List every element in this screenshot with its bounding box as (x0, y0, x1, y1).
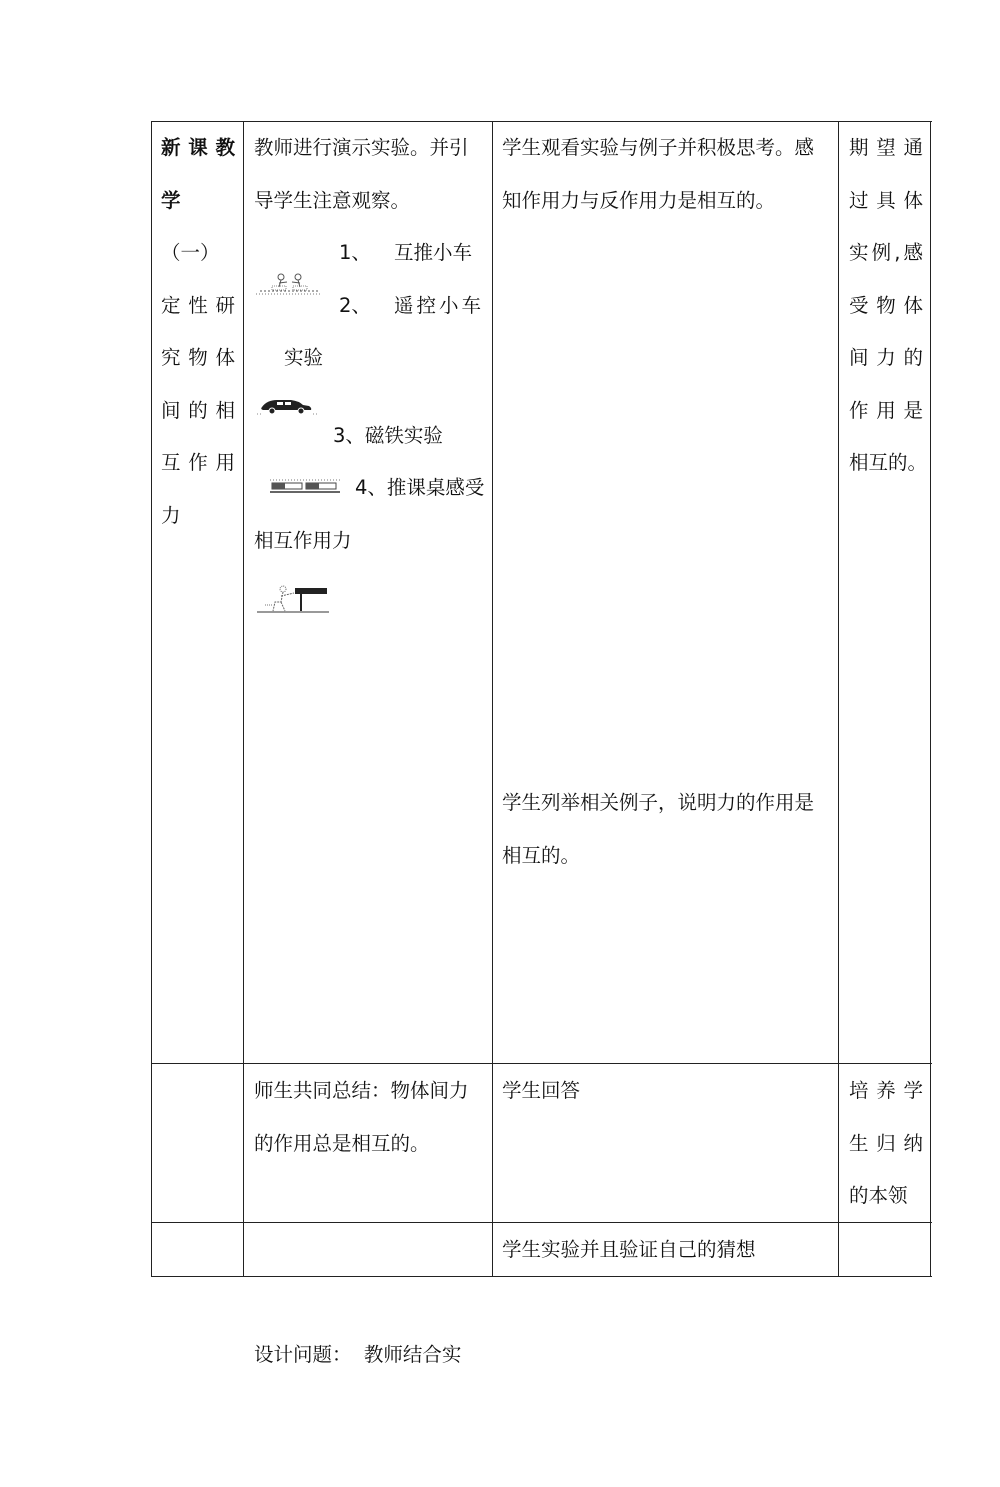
table-border-left (151, 121, 152, 1277)
summary-teacher: 师生共同总结：物体间力 的作用总是相互的。 (254, 1079, 469, 1155)
item-2-number: 2、 (339, 294, 371, 317)
push-desk-icon (257, 583, 329, 613)
student-response-1: 学生观看实验与例子并积极思考。感 知作用力与反作用力是相互的。 (502, 136, 815, 212)
magnet-carts-icon (270, 478, 340, 494)
item-2-label: 遥控小车 (394, 294, 485, 317)
column-divider-2 (492, 121, 493, 1277)
item-1-label: 互推小车 (394, 241, 473, 264)
item-3-label: 3、磁铁实验 (333, 424, 443, 447)
push-carts-icon (254, 271, 324, 297)
remote-car-icon (257, 396, 317, 416)
summary-intent: 培养学 生归纳 的本领 (849, 1079, 923, 1207)
section-subtitle-cell: （一） 定性研 究物体 间的相 互作用 力 (161, 241, 235, 527)
student-response-2: 学生列举相关例子，说明力的作用是 相互的。 (502, 791, 815, 867)
summary-student: 学生回答 (502, 1079, 581, 1102)
item-1-number: 1、 (339, 241, 371, 264)
design-question-student: 学生实验并且验证自己的猜想 (502, 1238, 756, 1261)
section-title-cell: 新课教 学 (161, 136, 235, 212)
lesson-plan-table (151, 121, 932, 1366)
teacher-intro: 教师进行演示实验。并引 导学生注意观察。 (254, 136, 469, 212)
row-divider-2 (151, 1222, 932, 1223)
item-4-label: 4、推课桌感受 (355, 476, 485, 499)
item-4-continuation: 相互作用力 (254, 529, 352, 552)
design-question-teacher: 设计问题： 教师结合实 (254, 1343, 462, 1366)
design-intent-1: 期望通 过具体 实例,感 受物体 间力的 作用是 相互的。 (849, 136, 928, 474)
table-border-right (930, 121, 931, 1277)
item-2-continuation: 实验 (284, 346, 324, 369)
column-divider-3 (838, 121, 839, 1277)
row-divider-1 (151, 1063, 932, 1064)
column-divider-1 (243, 121, 244, 1277)
